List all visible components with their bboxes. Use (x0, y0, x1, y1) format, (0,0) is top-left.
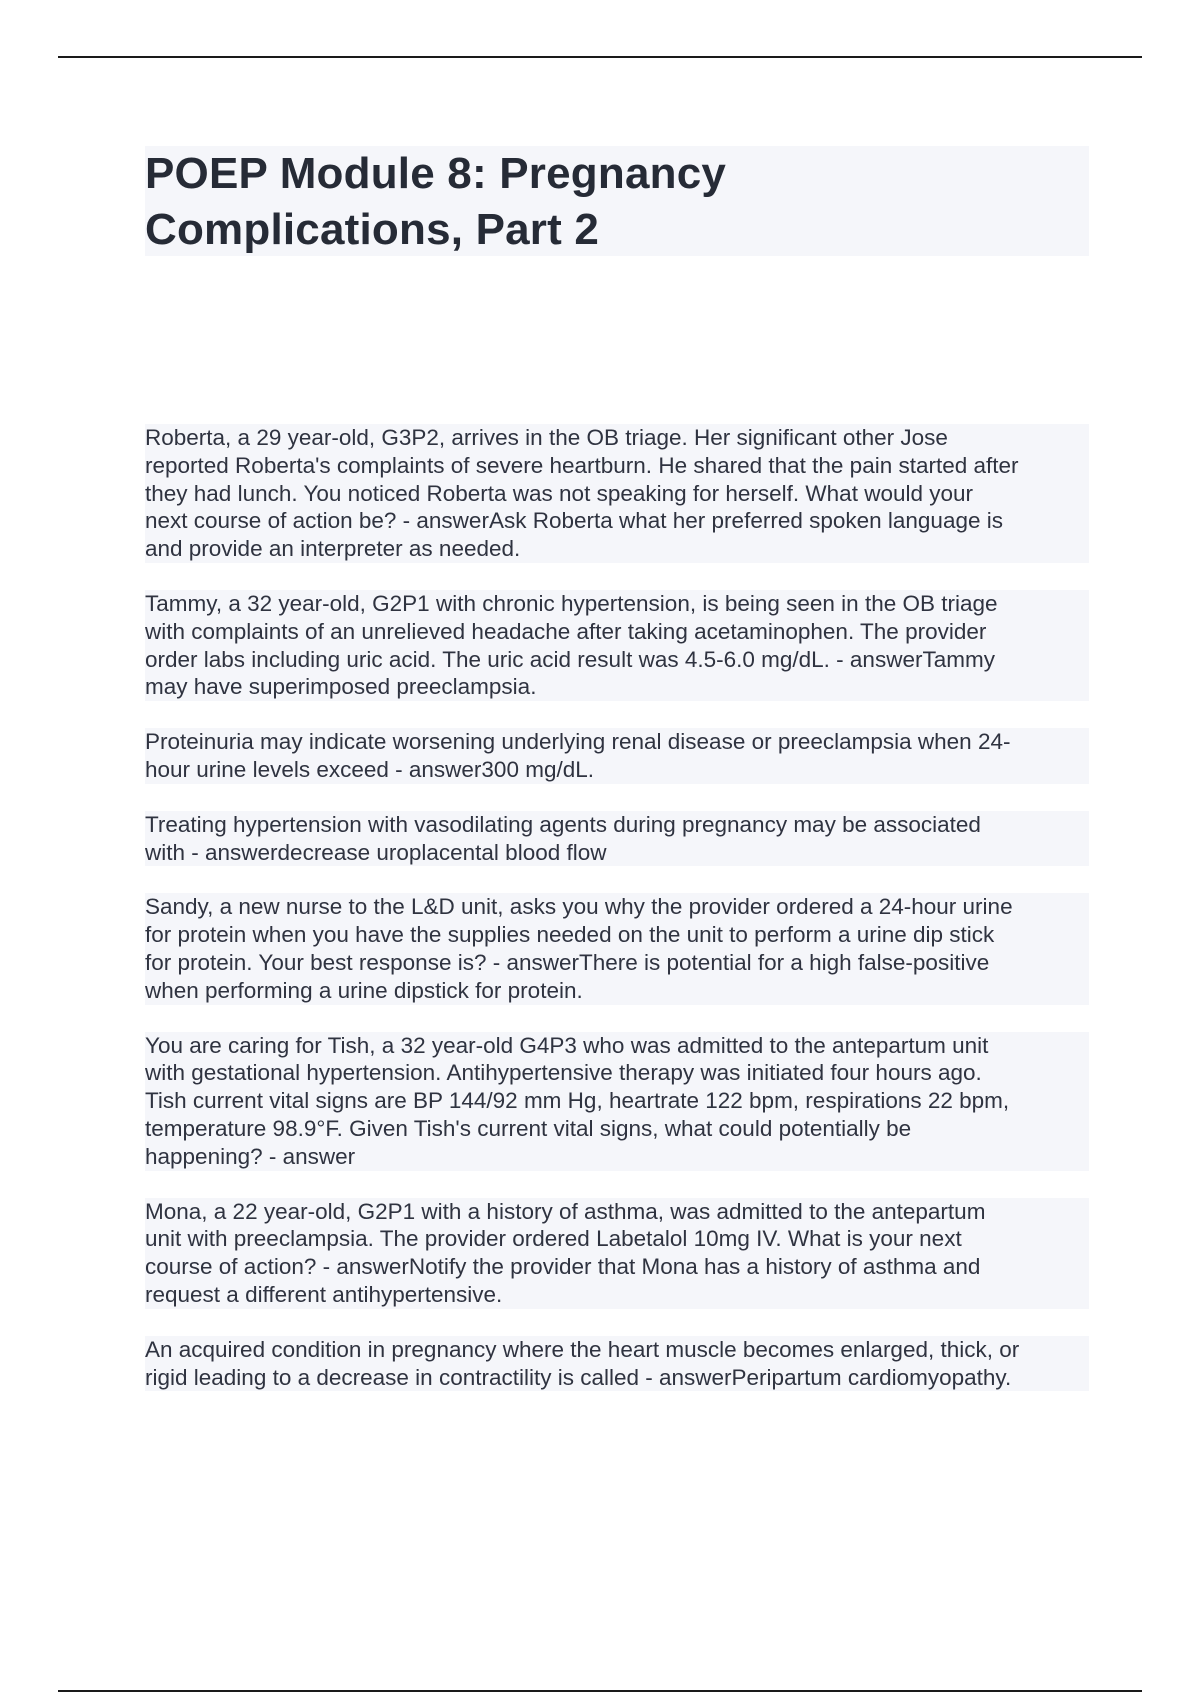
qa-entry-sandy (145, 893, 1089, 1004)
qa-line: You are caring for Tish, a 32 year-old G4P3 who was admitted to the antepartum unit (145, 1032, 989, 1058)
qa-line: Tammy, a 32 year-old, G2P1 with chronic hypertension, is being seen in the OB triage (145, 590, 998, 616)
qa-line: temperature 98.9°F. Given Tish's current vital signs, what could potentially be (145, 1115, 912, 1141)
qa-line: Tish current vital signs are BP 144/92 mm Hg, heartrate 122 bpm, respirations 22 bpm, (145, 1088, 1010, 1114)
qa-line: rigid leading to a decrease in contractility is called - answerPeripartum cardiomyopathy. (145, 1364, 1012, 1390)
qa-entry-cardiomyopathy (145, 1336, 1089, 1392)
qa-line: next course of action be? - answerAsk Roberta what her preferred spoken language is (145, 508, 1003, 534)
qa-line: reported Roberta's complaints of severe heartburn. He shared that the pain started after (145, 452, 1019, 478)
qa-entry-roberta (145, 424, 1089, 563)
top-rule (58, 56, 1142, 58)
qa-entry-mona (145, 1198, 1089, 1309)
qa-line: may have superimposed preeclampsia. (145, 674, 537, 700)
qa-line: Sandy, a new nurse to the L&D unit, asks you why the provider ordered a 24-hour urine (145, 894, 1013, 920)
qa-line: Proteinuria may indicate worsening underlying renal disease or preeclampsia when 24- (145, 729, 1011, 755)
qa-line: for protein when you have the supplies needed on the unit to perform a urine dip stick (145, 922, 995, 948)
qa-line: for protein. Your best response is? - answerThere is potential for a high false-positive (145, 949, 990, 975)
qa-entry-tammy (145, 590, 1089, 701)
bottom-rule (58, 1690, 1142, 1692)
qa-line: they had lunch. You noticed Roberta was not speaking for herself. What would your (145, 480, 974, 506)
qa-line: with complaints of an unrelieved headache after taking acetaminophen. The provider (145, 618, 987, 644)
qa-entry-proteinuria (145, 728, 1089, 784)
qa-line: order labs including uric acid. The uric acid result was 4.5-6.0 mg/dL. - answerTammy (145, 646, 995, 672)
qa-line: with - answerdecrease uroplacental blood flow (145, 839, 607, 865)
qa-entry-vasodilating (145, 811, 1089, 867)
qa-line: hour urine levels exceed - answer300 mg/dL. (145, 756, 595, 782)
qa-entry-tish (145, 1032, 1089, 1171)
document-title (145, 146, 1089, 256)
qa-list (145, 424, 1089, 1418)
qa-line: and provide an interpreter as needed. (145, 536, 521, 562)
qa-line: Treating hypertension with vasodilating agents during pregnancy may be associated (145, 811, 981, 837)
qa-line: when performing a urine dipstick for protein. (145, 977, 583, 1003)
qa-line: An acquired condition in pregnancy where the heart muscle becomes enlarged, thick, or (145, 1336, 1020, 1362)
qa-line: with gestational hypertension. Antihypertensive therapy was initiated four hours ago. (145, 1060, 982, 1086)
qa-line: course of action? - answerNotify the provider that Mona has a history of asthma and (145, 1254, 981, 1280)
title-line-2: Complications, Part 2 (145, 205, 600, 254)
qa-line: request a different antihypertensive. (145, 1281, 503, 1307)
qa-line: Roberta, a 29 year-old, G3P2, arrives in the OB triage. Her significant other Jose (145, 425, 948, 450)
qa-line: Mona, a 22 year-old, G2P1 with a history of asthma, was admitted to the antepartum (145, 1198, 986, 1224)
qa-line: happening? - answer (145, 1143, 356, 1169)
title-line-1: POEP Module 8: Pregnancy (145, 149, 727, 198)
qa-line: unit with preeclampsia. The provider ordered Labetalol 10mg IV. What is your next (145, 1226, 962, 1252)
